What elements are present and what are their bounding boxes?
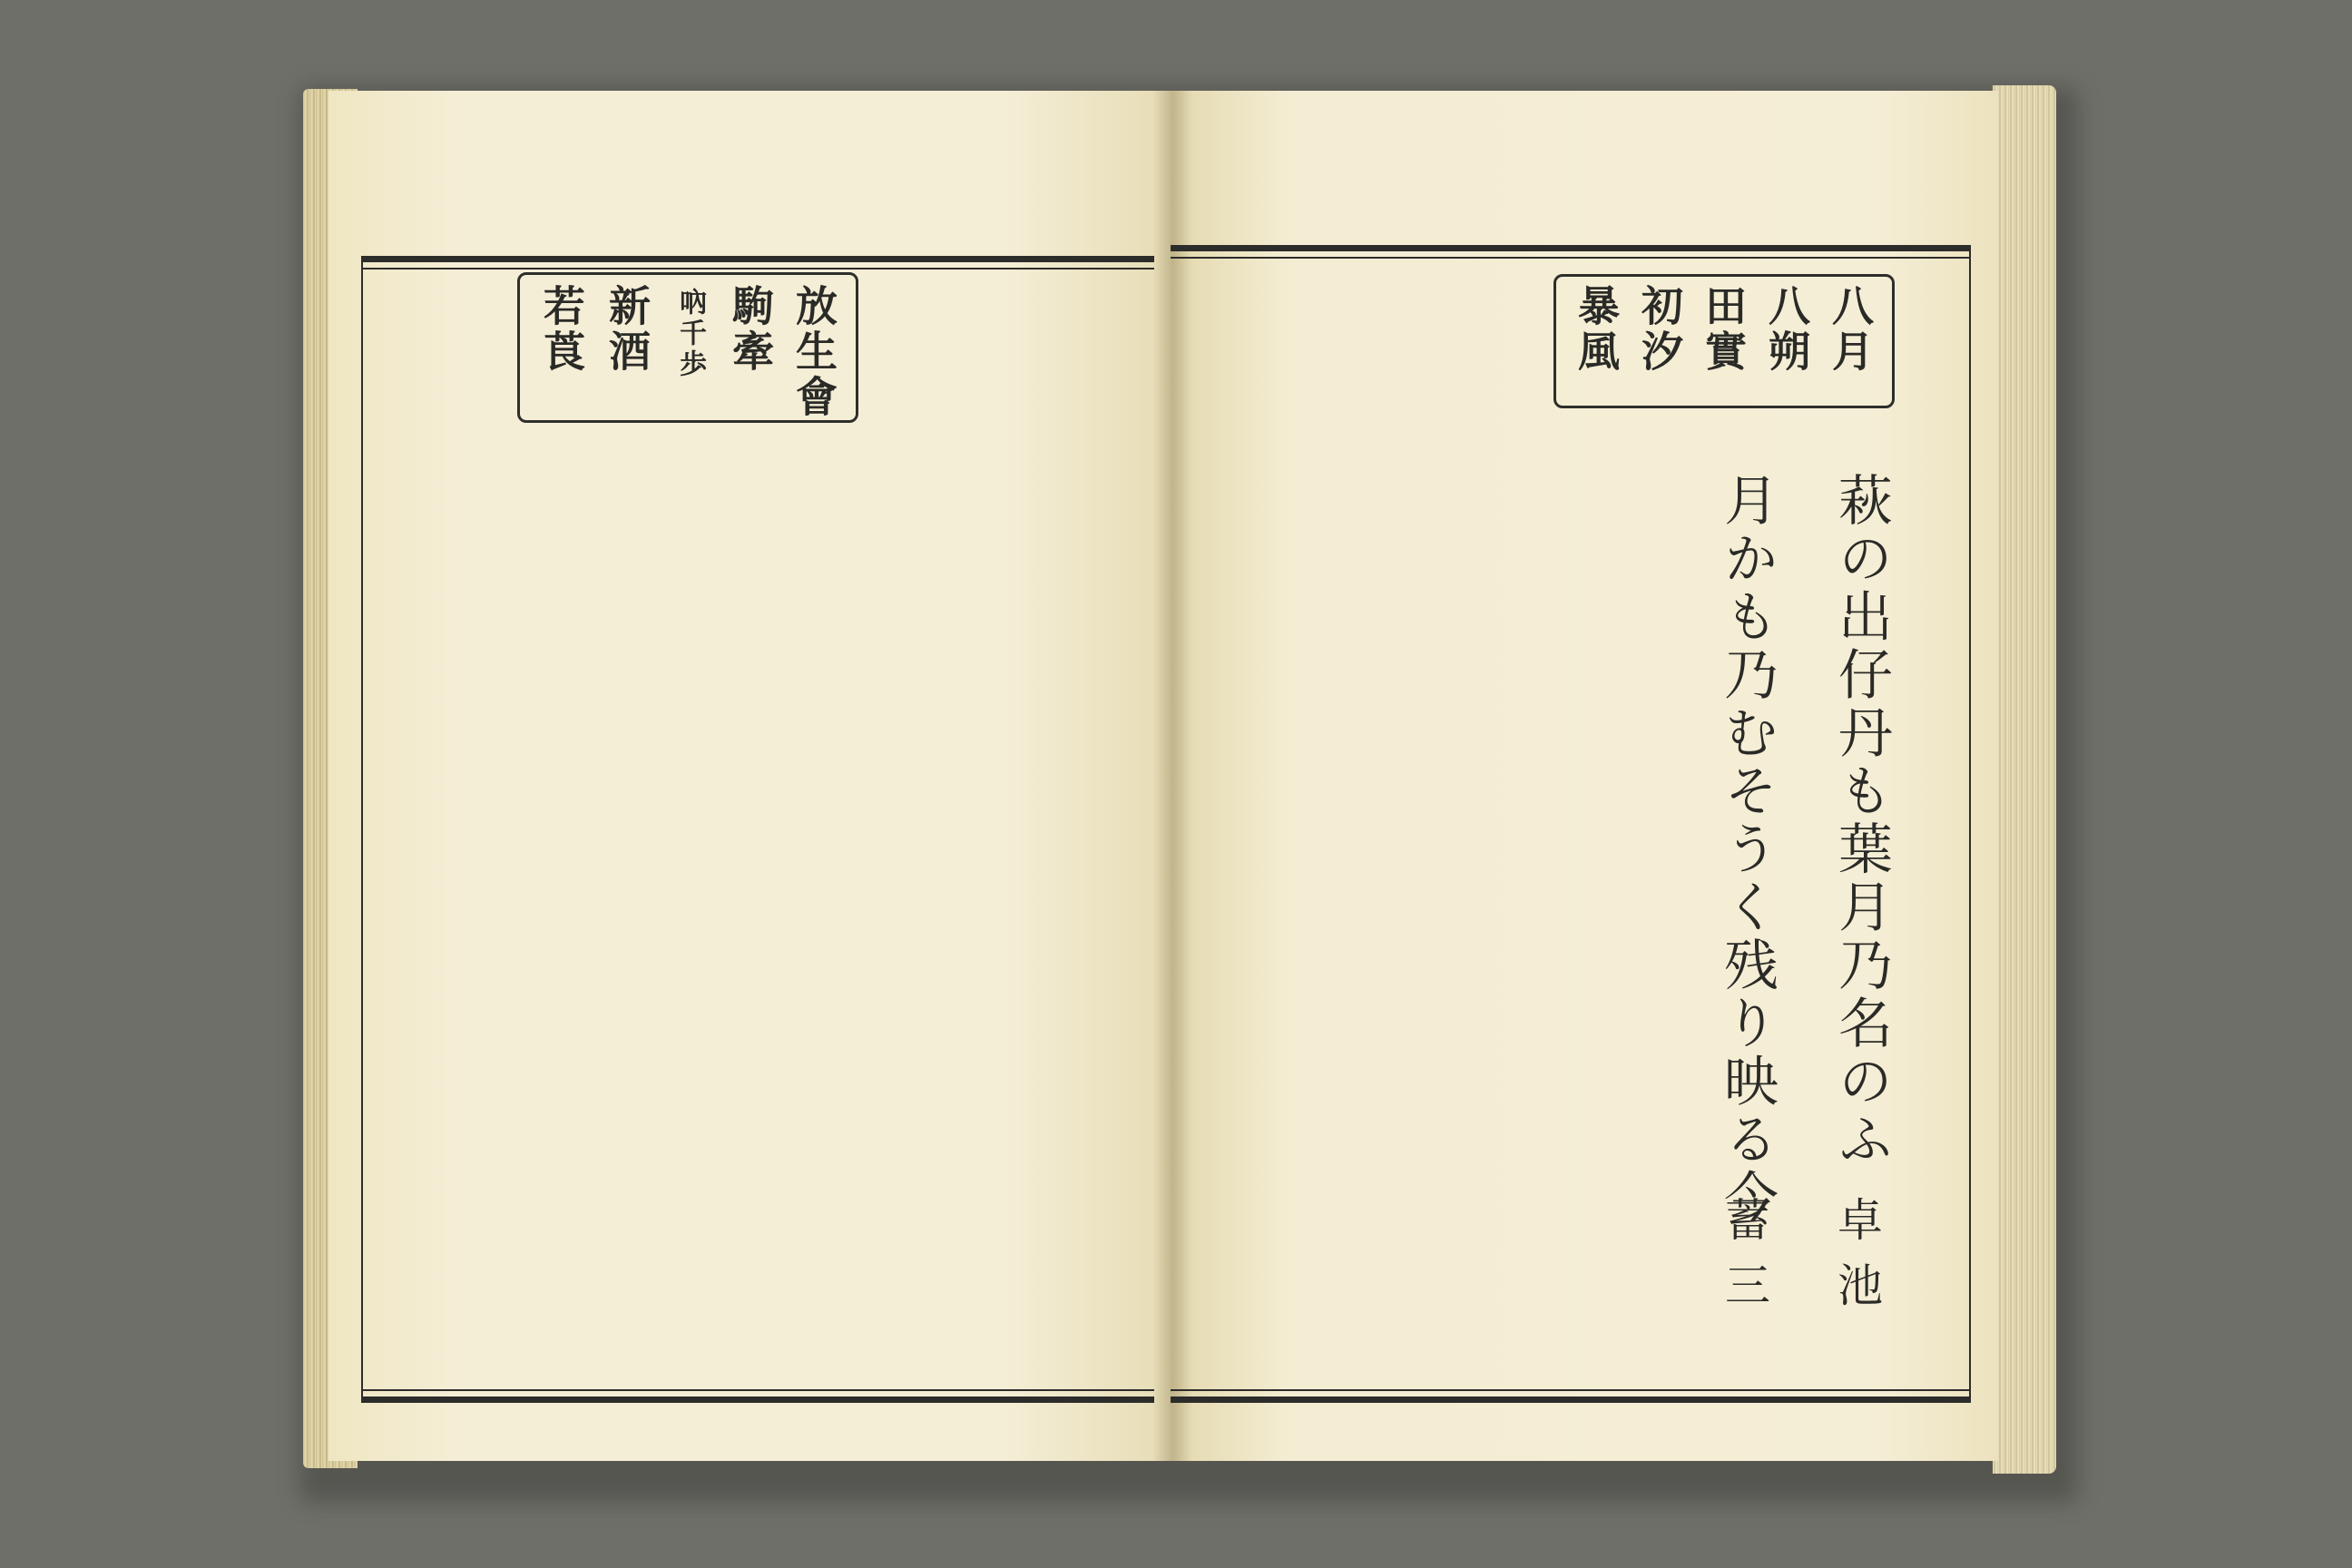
poem-author: 卓池 [1830, 1196, 1883, 1327]
left-page-frame [361, 256, 1154, 1403]
title-box-entry: 若莨 [537, 284, 586, 375]
title-box-entry: 田實 [1699, 284, 1748, 375]
title-box-entry: 放生會 [789, 284, 838, 420]
poem-author: 蓄三 [1718, 1196, 1770, 1327]
title-box-entry: 駒牽 [726, 284, 775, 375]
right-inner-rule-top [1171, 257, 1969, 259]
page-edges-right [1993, 85, 2056, 1474]
title-box-entry: 八月 [1826, 284, 1875, 375]
right-inner-rule-bottom [1171, 1389, 1969, 1391]
poem-verse: 月かも乃むそうく残り映る今 [1715, 472, 1779, 1227]
title-box-entry: 八朔 [1762, 284, 1811, 375]
title-box-entry: 新酒 [603, 284, 652, 375]
title-box-entry: 初汐 [1635, 284, 1684, 375]
left-inner-rule-bottom [363, 1389, 1154, 1391]
title-box-entry: 吶千歩 [674, 288, 706, 380]
left-inner-rule-top [363, 268, 1154, 270]
right-title-box [1553, 274, 1895, 408]
left-title-box [517, 272, 858, 423]
title-box-entry: 暴風 [1572, 284, 1621, 375]
poem-verse: 萩の出仔丹も葉月乃名のふ [1829, 472, 1893, 1169]
